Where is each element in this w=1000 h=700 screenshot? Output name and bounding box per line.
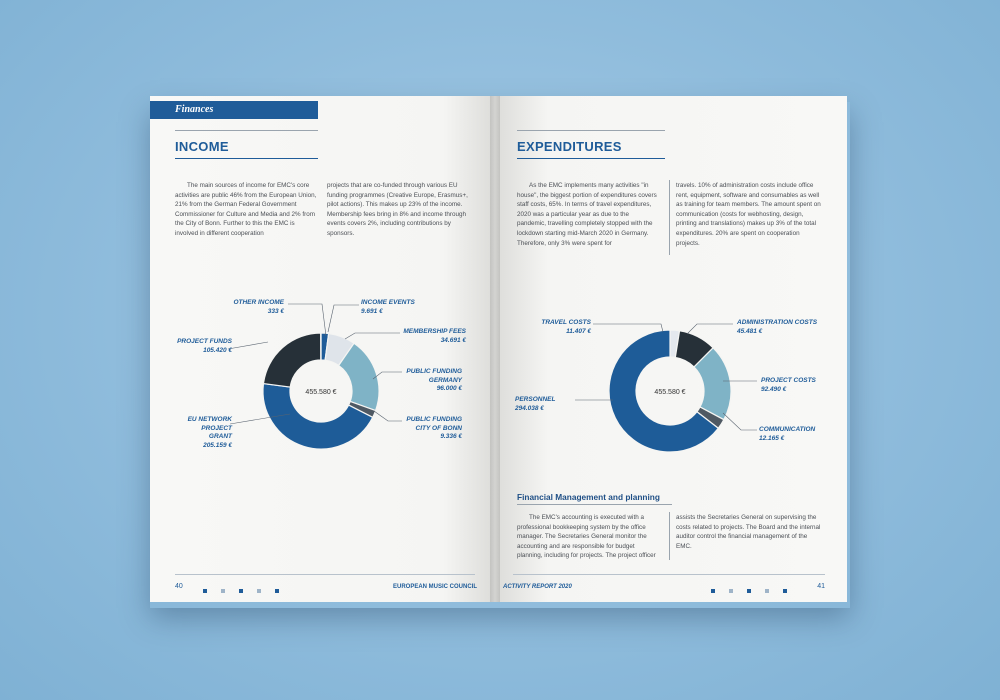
footer-square [203,589,207,593]
label-personnel: PERSONNEL 294.038 € [515,396,556,412]
right-footer-squares [711,589,787,593]
leader-income-events [328,305,359,332]
financial-management-subheading: Financial Management and planning [517,492,660,502]
label-public-funding-germany: PUBLIC FUNDING GERMANY 96.000 € [406,368,462,392]
right-footer-text: ACTIVITY REPORT 2020 [503,584,572,590]
label-eu-network-project-grant: EU NETWORK PROJECT GRANT 205.159 € [187,416,232,449]
expenditures-intro-text-2: travels. 10% of administration costs include office rent, equipment, software and consumables as well as training for team members. The amount spent on communication (costs for webhosting, design, printing and translations) makes up 3% of the total expenditures. 20% are spent on cooperation projects. [676,182,821,247]
label-project-funds: PROJECT FUNDS 105.420 € [177,338,232,354]
label-other-income: OTHER INCOME 333 € [233,299,284,315]
footer-square [747,589,751,593]
book-spine [490,96,500,602]
income-heading: INCOME [175,139,229,154]
footer-square [711,589,715,593]
leader-communication [723,413,757,430]
income-intro-text-2: projects that are co-funded through various EU funding programmes (Creative Europe, Erasmus+, pilot actions). This makes up 23% of the income. Membership fees bring in 8% and income through events covers 2%, including contributions by sponsors. [327,182,468,237]
footer-square [765,589,769,593]
leader-travel-costs [593,324,663,332]
right-page-number: 41 [817,583,825,590]
income-slice-project-funds [263,333,320,387]
footer-square [275,589,279,593]
footer-square [729,589,733,593]
right-page [495,96,847,602]
label-project-costs: PROJECT COSTS 92.490 € [761,377,816,393]
expenditures-heading: EXPENDITURES [517,139,622,154]
footer-square [783,589,787,593]
income-chart-total: 455.580 € [305,389,337,396]
financial-management-column-2 [676,513,821,551]
label-administration-costs: ADMINISTRATION COSTS 45.481 € [737,319,818,335]
footer-square [257,589,261,593]
right-footer-rule [513,574,825,575]
financial-management-text-1: The EMC's accounting is executed with a professional bookkeeping system by the office manager. The Secretaries General monitor the accounting and are responsible for budget planning, including for projects. The project officer [517,514,656,560]
label-travel-costs: TRAVEL COSTS 11.407 € [541,319,591,335]
column-divider [669,512,670,560]
label-public-funding-bonn: PUBLIC FUNDING CITY OF BONN 9.336 € [406,416,462,440]
left-footer-text: EUROPEAN MUSIC COUNCIL [392,584,477,590]
label-income-events: INCOME EVENTS 9.691 € [361,299,415,315]
left-page [150,96,495,602]
expenditures-intro-text-1: As the EMC implements many activities "in house", the biggest portion of expenditures covers staff costs, 65%. In terms of travel expenditures, 2020 was a particular year as due to the pandemic, travelling completely stopped with the lockdown starting mid-March 2020 in Germany. Therefore, only 3% were spent for [517,182,657,247]
income-intro-text-1: The main sources of income for EMC's core activities are public 46% from the European Union, 21% from the German Federal Government Commissioner for Culture and Media and 2% from the City of Bonn. Further to this the EMC is involved in different cooperation [175,182,317,237]
expenditures-chart-total: 455.580 € [654,389,686,396]
left-footer-rule [175,574,475,575]
section-tab: Finances [150,101,318,119]
financial-management-column-1 [517,513,659,561]
left-page-number: 40 [175,583,183,590]
label-communication: COMMUNICATION 12.165 € [759,426,816,442]
leader-other-income [288,304,326,336]
left-footer-squares [203,589,279,593]
footer-square [239,589,243,593]
financial-management-text-2: assists the Secretaries General on supervising the costs related to projects. The Board and the internal auditor control the financial management of the EMC. [676,514,821,550]
subheading-rule [517,504,672,505]
leader-project-funds [228,342,268,349]
label-membership-fees: MEMBERSHIP FEES 34.691 € [403,328,466,344]
footer-square [221,589,225,593]
leader-administration-costs [687,324,733,334]
